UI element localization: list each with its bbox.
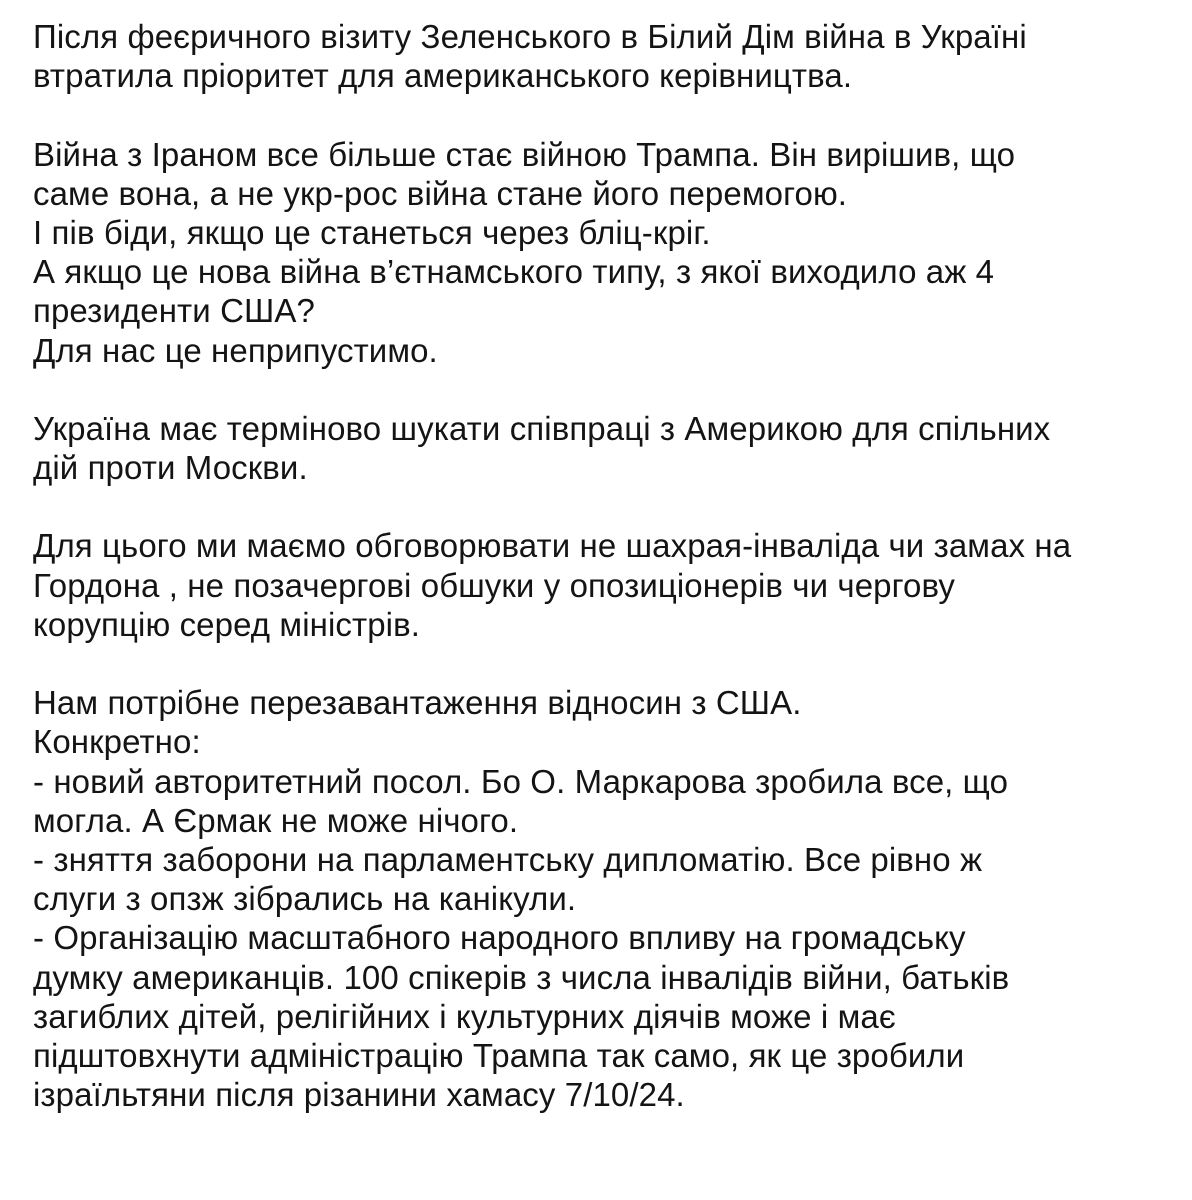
text-line: Україна має терміново шукати співпраці з Америкою для спільних	[33, 409, 1051, 447]
text-line: президенти США?	[33, 292, 315, 330]
text-line: корупцію серед міністрів.	[33, 605, 420, 643]
text-line: загиблих дітей, релігійних і культурних діячів може і має	[33, 997, 896, 1035]
text-line: могла. А Єрмак не може нічого.	[33, 801, 519, 839]
text-line: саме вона, а не укр-рос війна стане його перемогою.	[33, 174, 848, 212]
text-line: Нам потрібне перезавантаження відносин з США.	[33, 684, 802, 722]
paragraph-5	[33, 683, 1183, 1114]
paragraph-1	[33, 17, 1183, 95]
text-line: слуги з опзж зібрались на канікули.	[33, 880, 577, 918]
paragraph-gap	[33, 644, 1183, 683]
text-line: дій проти Москви.	[33, 449, 308, 487]
paragraph-2	[33, 135, 1183, 370]
text-line: Для нас це неприпустимо.	[33, 331, 438, 369]
text-line: підштовхнути адміністрацію Трампа так само, як це зробили	[33, 1036, 965, 1074]
post-text	[33, 17, 1183, 1114]
text-line: - Організацію масштабного народного впливу на громадську	[33, 919, 966, 957]
text-line: Конкретно:	[33, 723, 201, 761]
text-line: ізраїльтяни після різанини хамасу 7/10/24.	[33, 1076, 685, 1114]
text-line: - новий авторитетний посол. Бо О. Маркарова зробила все, що	[33, 762, 1009, 800]
paragraph-3	[33, 409, 1183, 487]
text-line: втратила пріоритет для американського керівництва.	[33, 57, 853, 95]
paragraph-gap	[33, 487, 1183, 526]
paragraph-4	[33, 526, 1183, 644]
paragraph-gap	[33, 370, 1183, 409]
text-line: Після феєричного візиту Зеленського в Білий Дім війна в Україні	[33, 18, 1027, 55]
text-line: І пів біди, якщо це станеться через бліц-кріг.	[33, 213, 711, 251]
text-line: А якщо це нова війна в’єтнамського типу, з якої виходило аж 4	[33, 253, 995, 291]
text-line: Гордона , не позачергові обшуки у опозиціонерів чи чергову	[33, 566, 955, 604]
text-line: думку американців. 100 спікерів з числа інвалідів війни, батьків	[33, 958, 1010, 996]
text-line: - зняття заборони на парламентську дипломатію. Все рівно ж	[33, 840, 983, 878]
text-line: Для цього ми маємо обговорювати не шахрая-інваліда чи замах на	[33, 527, 1072, 565]
text-line: Війна з Іраном все більше стає війною Трампа. Він вирішив, що	[33, 135, 1016, 173]
paragraph-gap	[33, 95, 1183, 134]
